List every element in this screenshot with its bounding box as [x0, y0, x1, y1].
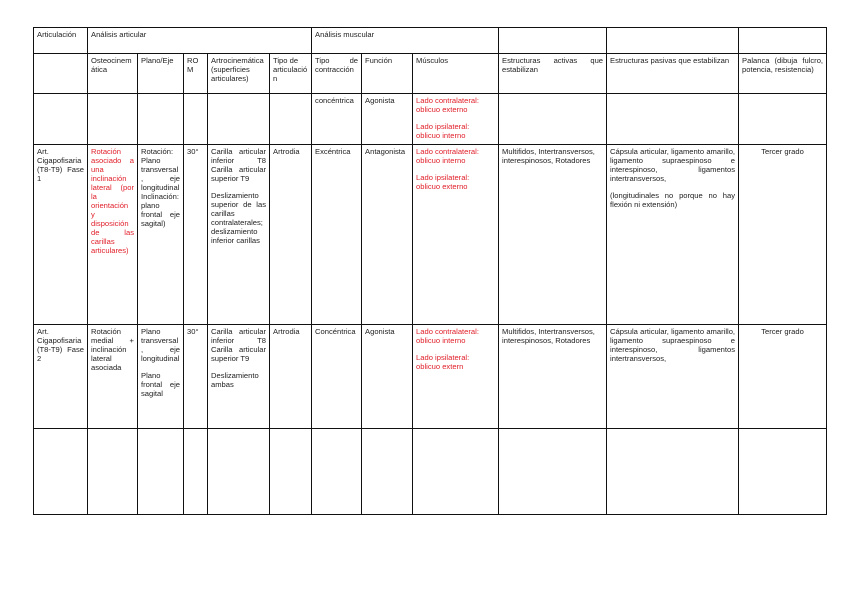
fase2-plano-eje-transversal: Plano transversal, eje longitudinal [141, 327, 180, 363]
subheader-funcion: Función [362, 54, 413, 94]
header-empty-1 [499, 28, 607, 54]
fase2-musculos [413, 325, 499, 429]
concentric-musculos-contralateral: Lado contralateral: oblicuo externo [416, 96, 479, 114]
subheader-tipo-articulacion: Tipo de articulación [270, 54, 312, 94]
fase1-tipo-contraccion: Excéntrica [312, 145, 362, 325]
subheader-estructuras-activas: Estructuras activas que estabilizan [499, 54, 607, 94]
fase2-plano-eje-frontal: Plano frontal eje sagital [141, 371, 180, 398]
fase2-artrocinematica-carillas: Carilla articular inferior T8 Carilla articular superior T9 [211, 327, 266, 363]
subheader-row [34, 54, 827, 94]
fase1-tipo-articulacion: Artrodia [270, 145, 312, 325]
header-empty-3 [739, 28, 827, 54]
subheader-empty [34, 54, 88, 94]
fase1-estructuras-activas: Multifidos, Intertransversos, interespinosos, Rotadores [499, 145, 607, 325]
fase2-funcion: Agonista [362, 325, 413, 429]
fase2-palanca: Tercer grado [739, 325, 827, 429]
fase2-estructuras-pasivas: Cápsula articular, ligamento amarillo, ligamento supraespinoso e interespinoso, ligamentos intertransversos, [607, 325, 739, 429]
row-fase2 [34, 325, 827, 429]
subheader-rom: ROM [184, 54, 208, 94]
header-analisis-articular: Análisis articular [88, 28, 312, 54]
row-empty [34, 429, 827, 515]
row-concentric [34, 94, 827, 145]
fase2-estructuras-activas: Multifidos, Intertransversos, interespinosos, Rotadores [499, 325, 607, 429]
subheader-estructuras-pasivas: Estructuras pasivas que estabilizan [607, 54, 739, 94]
fase1-estructuras-pasivas [607, 145, 739, 325]
fase1-estructuras-pasivas-nota: (longitudinales no porque no hay flexión ni extensión) [610, 191, 736, 209]
fase1-artrocinematica-carillas: Carilla articular inferior T8 Carilla articular superior T9 [211, 147, 266, 183]
fase2-artrocinematica-deslizamiento: Deslizamiento ambas [211, 371, 259, 389]
fase1-artrocinematica-deslizamiento: Deslizamiento superior de las carillas contralaterales; deslizamiento inferior carillas [211, 191, 266, 245]
header-analisis-muscular: Análisis muscular [312, 28, 499, 54]
analysis-table [33, 27, 827, 515]
header-row [34, 28, 827, 54]
fase1-palanca: Tercer grado [739, 145, 827, 325]
fase2-tipo-articulacion: Artrodia [270, 325, 312, 429]
fase2-tipo-contraccion: Concéntrica [312, 325, 362, 429]
fase2-musculos-contralateral: Lado contralateral: oblicuo interno [416, 327, 479, 345]
fase1-artrocinematica [208, 145, 270, 325]
fase1-musculos [413, 145, 499, 325]
fase2-plano-eje [138, 325, 184, 429]
concentric-funcion: Agonista [362, 94, 413, 145]
row-fase1 [34, 145, 827, 325]
fase1-musculos-contralateral: Lado contralateral: oblicuo interno [416, 147, 479, 165]
fase1-plano-eje: Rotación: Plano transversal, eje longitudinal Inclinación: plano frontal eje sagital) [138, 145, 184, 325]
header-empty-2 [607, 28, 739, 54]
subheader-musculos: Músculos [413, 54, 499, 94]
fase2-artrocinematica [208, 325, 270, 429]
subheader-artrocinematica: Artrocinemática (superficies articulares) [208, 54, 270, 94]
concentric-musculos [413, 94, 499, 145]
fase1-estructuras-pasivas-ligamentos: Cápsula articular, ligamento amarillo, ligamento supraespinoso e interespinoso, ligamentos intertransversos, [610, 147, 736, 183]
subheader-palanca: Palanca (dibuja fulcro, potencia, resistencia) [739, 54, 827, 94]
fase1-articulacion: Art. Cigapofisaria (T8-T9) Fase 1 [34, 145, 88, 325]
fase2-articulacion: Art. Cigapofisaria (T8-T9) Fase 2 [34, 325, 88, 429]
fase2-rom: 30° [184, 325, 208, 429]
concentric-musculos-ipsilateral: Lado ipsilateral: oblicuo interno [416, 122, 470, 140]
subheader-tipo-contraccion: Tipo de contracción [312, 54, 362, 94]
subheader-plano-eje: Plano/Eje [138, 54, 184, 94]
fase1-osteocinematica: Rotación asociado a una inclinación lateral (por la orientación y disposición de las carillas articulares) [88, 145, 138, 325]
fase1-funcion: Antagonista [362, 145, 413, 325]
fase2-musculos-ipsilateral: Lado ipsilateral: oblicuo extern [416, 353, 470, 371]
fase1-musculos-ipsilateral: Lado ipsilateral: oblicuo externo [416, 173, 470, 191]
subheader-osteocinematica: Osteocinemática [88, 54, 138, 94]
header-articulacion: Articulación [34, 28, 88, 54]
fase1-rom: 30° [184, 145, 208, 325]
concentric-tipo-contraccion: concéntrica [312, 94, 362, 145]
fase2-osteocinematica: Rotación medial + inclinación lateral asociada [88, 325, 138, 429]
